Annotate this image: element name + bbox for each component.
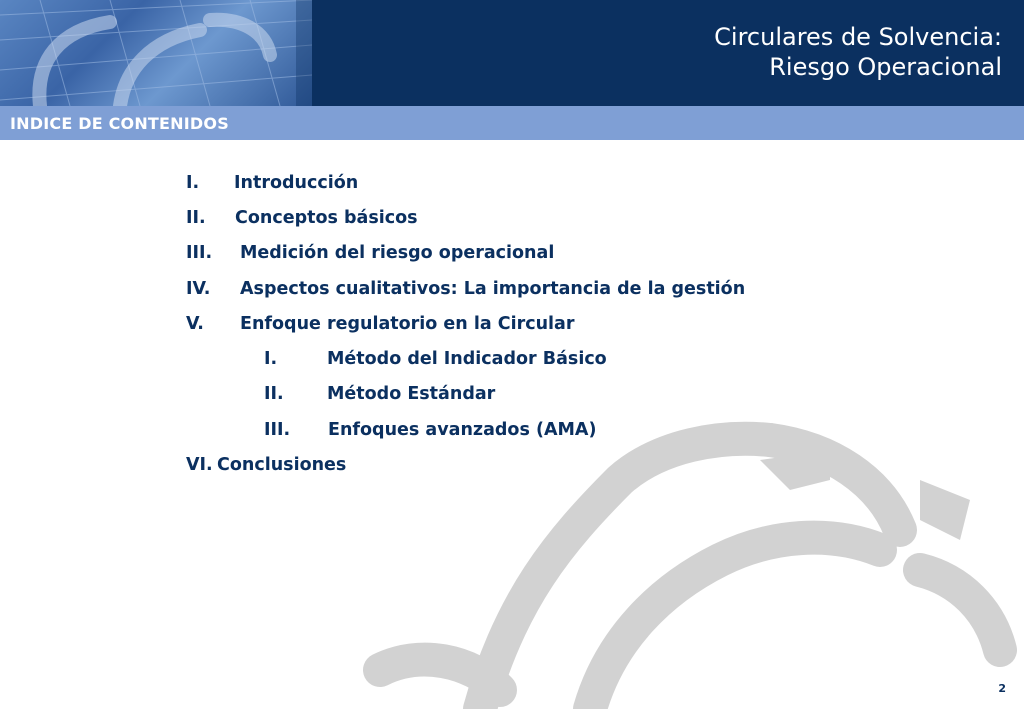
header-banner <box>0 0 1024 106</box>
toc-item-number: III. <box>186 243 213 263</box>
griffin-watermark-icon <box>360 420 1024 709</box>
toc-item-number: II. <box>186 208 206 228</box>
toc-item-number: VI. <box>186 455 213 475</box>
toc-item-label: Conceptos básicos <box>235 208 418 228</box>
griffin-logo-photo-icon <box>0 0 312 106</box>
toc-item-label: Introducción <box>234 173 359 193</box>
title-line-1: Circulares de Solvencia: <box>714 23 1002 51</box>
toc-item-label: Medición del riesgo operacional <box>240 243 555 263</box>
title-line-2: Riesgo Operacional <box>769 53 1002 81</box>
toc-item-label: Enfoque regulatorio en la Circular <box>240 314 575 334</box>
toc-item-number: III. <box>264 420 291 440</box>
toc-item-label: Aspectos cualitativos: La importancia de la gestión <box>240 279 746 299</box>
toc-item-number: I. <box>264 349 278 369</box>
toc-item-label: Conclusiones <box>217 455 347 475</box>
toc-item-label: Método del Indicador Básico <box>327 349 607 369</box>
toc-item-number: I. <box>186 173 200 193</box>
toc-item-number: IV. <box>186 279 211 299</box>
page-title <box>714 22 1002 82</box>
toc-item-label: Enfoques avanzados (AMA) <box>328 420 597 440</box>
section-bar <box>0 106 1024 140</box>
toc-item-number: V. <box>186 314 204 334</box>
toc-item-label: Método Estándar <box>327 384 496 404</box>
page-number: 2 <box>998 682 1006 695</box>
toc-item-number: II. <box>264 384 284 404</box>
section-label: INDICE DE CONTENIDOS <box>10 114 229 133</box>
